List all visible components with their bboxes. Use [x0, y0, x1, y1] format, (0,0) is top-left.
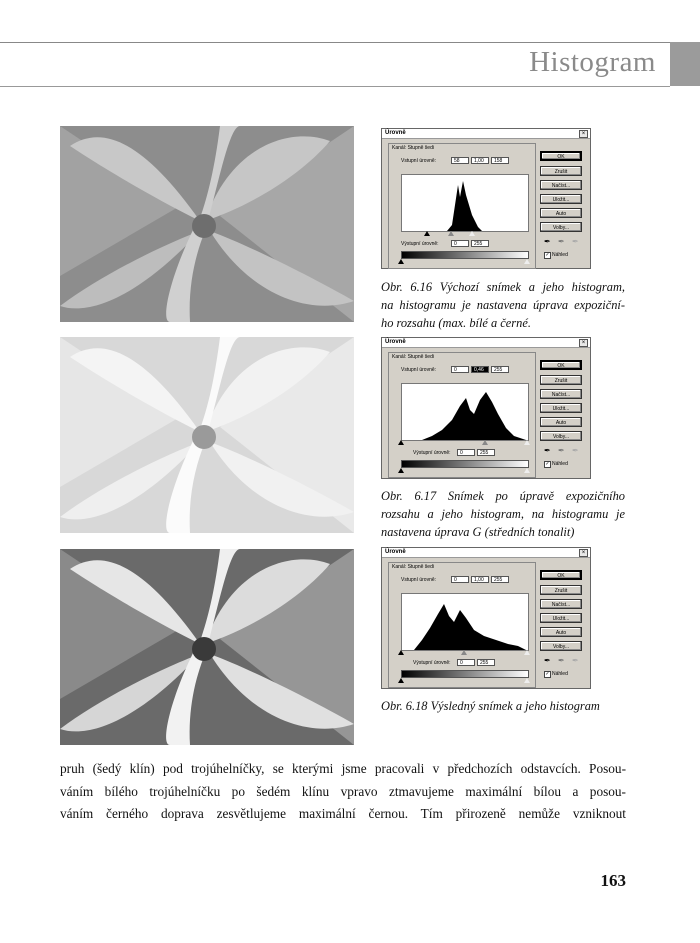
- black-output-slider[interactable]: [398, 468, 404, 473]
- figure-6-16-photo: [60, 126, 354, 322]
- body-paragraph: [60, 758, 626, 826]
- histogram-graph: [402, 175, 528, 231]
- white-input-slider[interactable]: [524, 650, 530, 655]
- channel-label[interactable]: Kanál: Stupně šedi: [392, 354, 434, 360]
- figure-6-18-photo: [60, 549, 354, 745]
- output-black-field[interactable]: 0: [457, 659, 475, 666]
- output-black-field[interactable]: 0: [451, 240, 469, 247]
- levels-dialog-6-18: [381, 547, 591, 689]
- caption-line: Obr. 6.18 Výsledný snímek a jeho histogram: [381, 699, 600, 713]
- load-button[interactable]: Načíst...: [540, 599, 582, 609]
- histogram-display: [401, 174, 529, 232]
- vault-image: [60, 126, 354, 322]
- vault-image: [60, 337, 354, 533]
- input-white-field[interactable]: 255: [491, 576, 509, 583]
- output-white-field[interactable]: 255: [471, 240, 489, 247]
- input-levels-label: Vstupní úrovně:: [401, 367, 437, 373]
- options-button[interactable]: Volby...: [540, 431, 582, 441]
- auto-button[interactable]: Auto: [540, 417, 582, 427]
- black-eyedropper-icon[interactable]: ✒: [544, 446, 551, 455]
- white-eyedropper-icon[interactable]: ✒: [572, 237, 579, 246]
- dialog-title: Úrovně: [385, 549, 406, 555]
- ok-button[interactable]: OK: [540, 570, 582, 580]
- ok-button[interactable]: OK: [540, 360, 582, 370]
- dialog-title-bar: [382, 338, 590, 348]
- black-output-slider[interactable]: [398, 259, 404, 264]
- close-icon[interactable]: ×: [579, 549, 588, 557]
- levels-group: [388, 143, 536, 269]
- gamma-input-slider[interactable]: [461, 650, 467, 655]
- black-eyedropper-icon[interactable]: ✒: [544, 237, 551, 246]
- output-white-field[interactable]: 255: [477, 659, 495, 666]
- header-top-rule: [0, 42, 700, 43]
- preview-checkbox[interactable]: ✓: [545, 252, 550, 258]
- input-black-field[interactable]: 0: [451, 576, 469, 583]
- black-eyedropper-icon[interactable]: ✒: [544, 656, 551, 665]
- input-levels-label: Vstupní úrovně:: [401, 577, 437, 583]
- caption-line: na histogramu je nastavena úprava expoziční-: [381, 298, 625, 312]
- black-output-slider[interactable]: [398, 678, 404, 683]
- header-bottom-rule: [0, 86, 670, 87]
- close-icon[interactable]: ×: [579, 130, 588, 138]
- save-button[interactable]: Uložit...: [540, 613, 582, 623]
- header-thumb-tab: [670, 42, 700, 86]
- white-eyedropper-icon[interactable]: ✒: [572, 446, 579, 455]
- page-number: 163: [600, 871, 626, 890]
- auto-button[interactable]: Auto: [540, 627, 582, 637]
- caption-line: rozsahu a jeho histogram, na histogramu je: [381, 507, 625, 521]
- gray-eyedropper-icon[interactable]: ✒: [558, 656, 565, 665]
- save-button[interactable]: Uložit...: [540, 194, 582, 204]
- running-header-title: Histogram: [529, 46, 656, 78]
- figure-6-18-caption: [381, 697, 625, 715]
- gray-eyedropper-icon[interactable]: ✒: [558, 237, 565, 246]
- white-input-slider[interactable]: [524, 440, 530, 445]
- load-button[interactable]: Načíst...: [540, 180, 582, 190]
- output-gradient: [401, 670, 529, 678]
- caption-line: ho rozsahu (max. bílé a černé.: [381, 316, 531, 330]
- figure-6-17-photo: [60, 337, 354, 533]
- input-levels-label: Vstupní úrovně:: [401, 158, 437, 164]
- input-black-field[interactable]: 58: [451, 157, 469, 164]
- dialog-title: Úrovně: [385, 339, 406, 345]
- preview-label: Náhled: [552, 461, 568, 467]
- preview-label: Náhled: [552, 252, 568, 258]
- black-input-slider[interactable]: [398, 650, 404, 655]
- close-icon[interactable]: ×: [579, 339, 588, 347]
- caption-line: nastavena úprava G (středních tonalit): [381, 525, 575, 539]
- ok-button[interactable]: OK: [540, 151, 582, 161]
- options-button[interactable]: Volby...: [540, 641, 582, 651]
- white-input-slider[interactable]: [469, 231, 475, 236]
- dialog-title: Úrovně: [385, 130, 406, 136]
- load-button[interactable]: Načíst...: [540, 389, 582, 399]
- output-levels-label: Výstupní úrovně:: [413, 660, 451, 666]
- figure-6-17-caption: [381, 487, 625, 541]
- gray-eyedropper-icon[interactable]: ✒: [558, 446, 565, 455]
- dialog-title-bar: [382, 548, 590, 558]
- output-levels-label: Výstupní úrovně:: [413, 450, 451, 456]
- gamma-input-slider[interactable]: [448, 231, 454, 236]
- histogram-display: [401, 593, 529, 651]
- cancel-button[interactable]: Zrušit: [540, 166, 582, 176]
- caption-line: Obr. 6.16 Výchozí snímek a jeho histogram,: [381, 280, 625, 294]
- auto-button[interactable]: Auto: [540, 208, 582, 218]
- output-gradient: [401, 460, 529, 468]
- levels-dialog-6-16: [381, 128, 591, 269]
- options-button[interactable]: Volby...: [540, 222, 582, 232]
- levels-dialog-6-17: [381, 337, 591, 479]
- histogram-display: [401, 383, 529, 441]
- input-white-field[interactable]: 255: [491, 366, 509, 373]
- output-gradient: [401, 251, 529, 259]
- save-button[interactable]: Uložit...: [540, 403, 582, 413]
- vault-image: [60, 549, 354, 745]
- input-gamma-field[interactable]: 0,46: [471, 366, 489, 373]
- channel-label[interactable]: Kanál: Stupně šedi: [392, 564, 434, 570]
- histogram-graph: [402, 384, 528, 440]
- levels-group: [388, 352, 536, 478]
- cancel-button[interactable]: Zrušit: [540, 375, 582, 385]
- preview-label: Náhled: [552, 671, 568, 677]
- channel-label[interactable]: Kanál: Stupně šedi: [392, 145, 434, 151]
- caption-line: Obr. 6.17 Snímek po úpravě expozičního: [381, 489, 625, 503]
- figure-6-16-caption: [381, 278, 625, 332]
- gamma-input-slider[interactable]: [482, 440, 488, 445]
- levels-group: [388, 562, 536, 688]
- black-input-slider[interactable]: [424, 231, 430, 236]
- input-white-field[interactable]: 158: [491, 157, 509, 164]
- body-line: pruh (šedý klín) pod trojúhelníčky, se kterými jsme pracovali v předchozích odstavcích. Posou-: [60, 761, 626, 776]
- preview-checkbox[interactable]: ✓: [545, 461, 550, 467]
- output-black-field[interactable]: 0: [457, 449, 475, 456]
- preview-checkbox[interactable]: ✓: [545, 671, 550, 677]
- histogram-graph: [402, 594, 528, 650]
- white-eyedropper-icon[interactable]: ✒: [572, 656, 579, 665]
- cancel-button[interactable]: Zrušit: [540, 585, 582, 595]
- output-white-field[interactable]: 255: [477, 449, 495, 456]
- body-line: váním bílého trojúhelníčku po šedém klínu vpravo ztmavujeme maximální bílou a posou-: [60, 783, 626, 799]
- black-input-slider[interactable]: [398, 440, 404, 445]
- dialog-title-bar: [382, 129, 590, 139]
- output-levels-label: Výstupní úrovně:: [401, 241, 439, 247]
- white-output-slider[interactable]: [524, 678, 530, 683]
- input-gamma-field[interactable]: 1,00: [471, 157, 489, 164]
- white-output-slider[interactable]: [524, 468, 530, 473]
- input-gamma-field[interactable]: 1,00: [471, 576, 489, 583]
- body-line: váním černého doprava zesvětlujeme maximální černou. Tím přirozeně nemůže vzniknout: [60, 806, 626, 821]
- white-output-slider[interactable]: [524, 259, 530, 264]
- input-black-field[interactable]: 0: [451, 366, 469, 373]
